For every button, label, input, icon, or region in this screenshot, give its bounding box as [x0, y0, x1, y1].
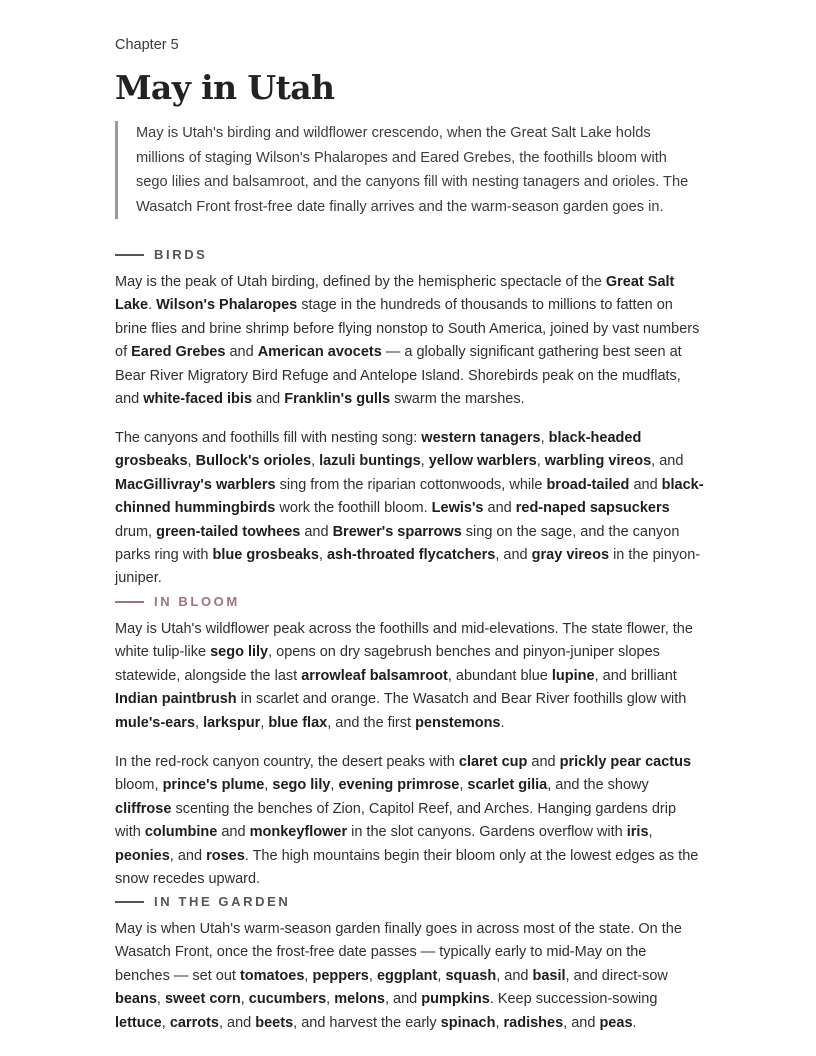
- text-run: in scarlet and orange. The Wasatch and Bear River foothills glow with: [236, 691, 687, 708]
- text-run: .: [148, 297, 157, 314]
- text-run: ,: [264, 777, 273, 794]
- text-run: ,: [304, 967, 313, 984]
- bold-term: Franklin's gulls: [284, 391, 391, 408]
- bold-term: black-chinned hummingbirds: [115, 476, 704, 517]
- bold-term: American avocets: [257, 344, 382, 361]
- bold-term: lettuce: [115, 1014, 162, 1031]
- text-run: ,: [536, 453, 545, 470]
- heading-rule: [115, 901, 144, 903]
- bold-term: red-naped sapsuckers: [515, 500, 670, 517]
- bold-term: penstemons: [415, 714, 501, 731]
- bold-term: Great Salt Lake: [115, 274, 675, 314]
- text-run: , and: [385, 991, 422, 1008]
- text-run: , and harvest the early: [293, 1014, 441, 1031]
- text-run: and: [252, 391, 285, 408]
- bold-term: spinach: [440, 1014, 496, 1031]
- section-heading-in-bloom: [115, 594, 240, 609]
- text-run: and: [225, 344, 258, 361]
- bold-term: Indian paintbrush: [115, 691, 237, 708]
- bold-term: roses: [206, 847, 245, 864]
- bold-term: beets: [255, 1014, 294, 1031]
- section-heading-in-the-garden: [115, 894, 290, 909]
- text-run: , abundant blue: [447, 667, 552, 684]
- text-run: .: [500, 714, 505, 731]
- bold-term: tomatoes: [239, 967, 305, 984]
- text-run: In the red-rock canyon country, the desert peaks with: [115, 754, 459, 770]
- text-run: ,: [648, 824, 653, 841]
- section-heading-birds: [115, 247, 207, 262]
- bold-term: cliffrose: [115, 800, 172, 817]
- bold-term: sego lily: [210, 644, 269, 661]
- bold-term: cucumbers: [248, 991, 327, 1008]
- bold-term: arrowleaf balsamroot: [301, 667, 448, 684]
- text-run: ,: [326, 991, 335, 1008]
- bold-term: peas: [599, 1014, 633, 1031]
- bold-term: carrots: [169, 1014, 219, 1031]
- text-run: ,: [459, 777, 468, 794]
- text-run: .: [632, 1014, 637, 1031]
- text-run: , and brilliant: [594, 667, 677, 684]
- text-run: work the foothill bloom.: [275, 500, 432, 517]
- text-run: ,: [368, 967, 377, 984]
- bold-term: pumpkins: [421, 991, 490, 1008]
- paragraph-garden-1: [115, 918, 705, 1035]
- chapter-label: Chapter 5: [115, 37, 179, 53]
- text-run: ,: [240, 991, 249, 1008]
- text-run: , and direct-sow: [565, 967, 668, 984]
- bold-term: broad-tailed: [546, 476, 630, 493]
- bold-term: lazuli buntings: [319, 453, 421, 470]
- bold-term: peonies: [115, 847, 170, 864]
- bold-term: yellow warblers: [428, 453, 537, 470]
- text-run: , and the first: [327, 714, 416, 731]
- page-title: May in Utah: [115, 68, 335, 107]
- text-run: ,: [156, 991, 165, 1008]
- section-heading-label: BIRDS: [154, 247, 208, 262]
- bold-term: scarlet gilia: [467, 777, 548, 794]
- bold-term: peppers: [312, 967, 369, 984]
- text-run: , opens on dry sagebrush benches and pinyon-juniper slopes statewide, alongside the last: [115, 644, 660, 684]
- bold-term: Wilson's Phalaropes: [156, 297, 298, 314]
- bold-term: melons: [334, 991, 385, 1008]
- bold-term: squash: [445, 967, 497, 984]
- text-run: — a globally significant gathering best seen at Bear River Migratory Bird Refuge and Antelope Island. Shorebirds peak on the mudflats, and: [115, 344, 682, 408]
- section-heading-label: IN THE GARDEN: [154, 894, 291, 909]
- text-run: bloom,: [115, 777, 163, 794]
- bold-term: blue flax: [268, 714, 328, 731]
- bold-term: black-headed grosbeaks: [115, 430, 642, 470]
- bold-term: larkspur: [203, 714, 261, 731]
- bold-term: white-faced ibis: [143, 391, 253, 408]
- bold-term: gray vireos: [531, 547, 610, 564]
- bold-term: columbine: [144, 824, 218, 841]
- bold-term: green-tailed towhees: [156, 523, 301, 540]
- text-run: ,: [195, 714, 204, 731]
- bold-term: monkeyflower: [249, 824, 348, 841]
- bold-term: MacGillivray's warblers: [115, 476, 276, 493]
- bold-term: eggplant: [376, 967, 438, 984]
- text-run: May is the peak of Utah birding, defined by the hemispheric spectacle of the: [115, 274, 606, 290]
- bold-term: Bullock's orioles: [195, 453, 312, 470]
- bold-term: radishes: [503, 1014, 564, 1031]
- text-run: ,: [330, 777, 339, 794]
- text-run: The canyons and foothills fill with nesting song:: [115, 430, 422, 446]
- text-run: May is Utah's wildflower peak across the foothills and mid-elevations. The state flower, the white tulip-like: [115, 621, 693, 661]
- bold-term: beans: [115, 991, 157, 1008]
- text-run: in the pinyon-juniper.: [115, 547, 701, 587]
- text-run: , and: [563, 1014, 600, 1031]
- bold-term: prince's plume: [162, 777, 265, 794]
- text-run: ,: [495, 1014, 504, 1031]
- heading-rule: [115, 601, 144, 603]
- text-run: ,: [318, 547, 327, 564]
- section-heading-label: IN BLOOM: [154, 594, 240, 609]
- text-run: swarm the marshes.: [390, 391, 525, 408]
- text-run: sing from the riparian cottonwoods, while: [275, 476, 547, 493]
- text-run: and: [629, 476, 662, 493]
- paragraph-bloom-2: [115, 751, 705, 891]
- paragraph-birds-2: [115, 427, 705, 591]
- bold-term: lupine: [551, 667, 595, 684]
- bold-term: mule's-ears: [115, 714, 196, 731]
- bold-term: western tanagers: [421, 430, 541, 446]
- text-run: , and: [651, 453, 684, 470]
- text-run: . The high mountains begin their bloom only at the lowest edges as the snow recedes upward.: [115, 847, 699, 888]
- text-run: ,: [311, 453, 320, 470]
- text-run: and: [300, 523, 333, 540]
- bold-term: iris: [626, 824, 649, 841]
- text-run: ,: [161, 1014, 170, 1031]
- text-run: in the slot canyons. Gardens overflow with: [347, 824, 627, 841]
- text-run: , and: [169, 847, 207, 864]
- text-run: ,: [187, 453, 196, 470]
- bold-term: sweet corn: [164, 991, 241, 1008]
- text-run: and: [527, 754, 560, 770]
- text-run: , and: [218, 1014, 256, 1031]
- bold-term: Eared Grebes: [131, 344, 226, 361]
- text-run: , and the showy: [547, 777, 649, 794]
- text-run: stage in the hundreds of thousands to millions to fatten on brine flies and brine shrimp before flying nonstop to South America, joined by vast numbers of: [115, 297, 700, 361]
- bold-term: claret cup: [458, 754, 528, 770]
- bold-term: Lewis's: [431, 500, 484, 517]
- text-run: ,: [260, 714, 269, 731]
- text-run: , and: [496, 967, 533, 984]
- text-run: ,: [437, 967, 446, 984]
- paragraph-bloom-1: [115, 618, 705, 735]
- bold-term: blue grosbeaks: [212, 547, 319, 564]
- text-run: ,: [540, 430, 549, 446]
- lead-quote: May is Utah's birding and wildflower crescendo, when the Great Salt Lake holds millions of staging Wilson's Phalaropes and Eared Grebes, the foothills bloom with sego lilies and balsamroot, and the canyons fill with nesting tanagers and orioles. The Wasatch Front frost-free date finally arrives and the warm-season garden goes in.: [115, 121, 701, 219]
- bold-term: ash-throated flycatchers: [326, 547, 496, 564]
- text-run: . Keep succession-sowing: [489, 991, 658, 1008]
- bold-term: Brewer's sparrows: [332, 523, 462, 540]
- paragraph-birds-1: [115, 271, 705, 411]
- text-run: , and: [495, 547, 532, 564]
- bold-term: evening primrose: [338, 777, 460, 794]
- heading-rule: [115, 254, 144, 256]
- bold-term: sego lily: [272, 777, 331, 794]
- text-run: ,: [420, 453, 429, 470]
- text-run: and: [217, 824, 250, 841]
- bold-term: basil: [532, 967, 566, 984]
- text-run: May is when Utah's warm-season garden finally goes in across most of the state. On the Wasatch Front, once the frost-free date passes — typically early to mid-May on the benches — set out: [115, 921, 682, 984]
- text-run: and: [483, 500, 516, 517]
- text-run: scenting the benches of Zion, Capitol Reef, and Arches. Hanging gardens drip with: [115, 800, 677, 841]
- bold-term: prickly pear cactus: [559, 754, 692, 770]
- bold-term: warbling vireos: [544, 453, 652, 470]
- text-run: drum,: [115, 523, 157, 540]
- text-run: sing on the sage, and the canyon parks ring with: [115, 523, 680, 564]
